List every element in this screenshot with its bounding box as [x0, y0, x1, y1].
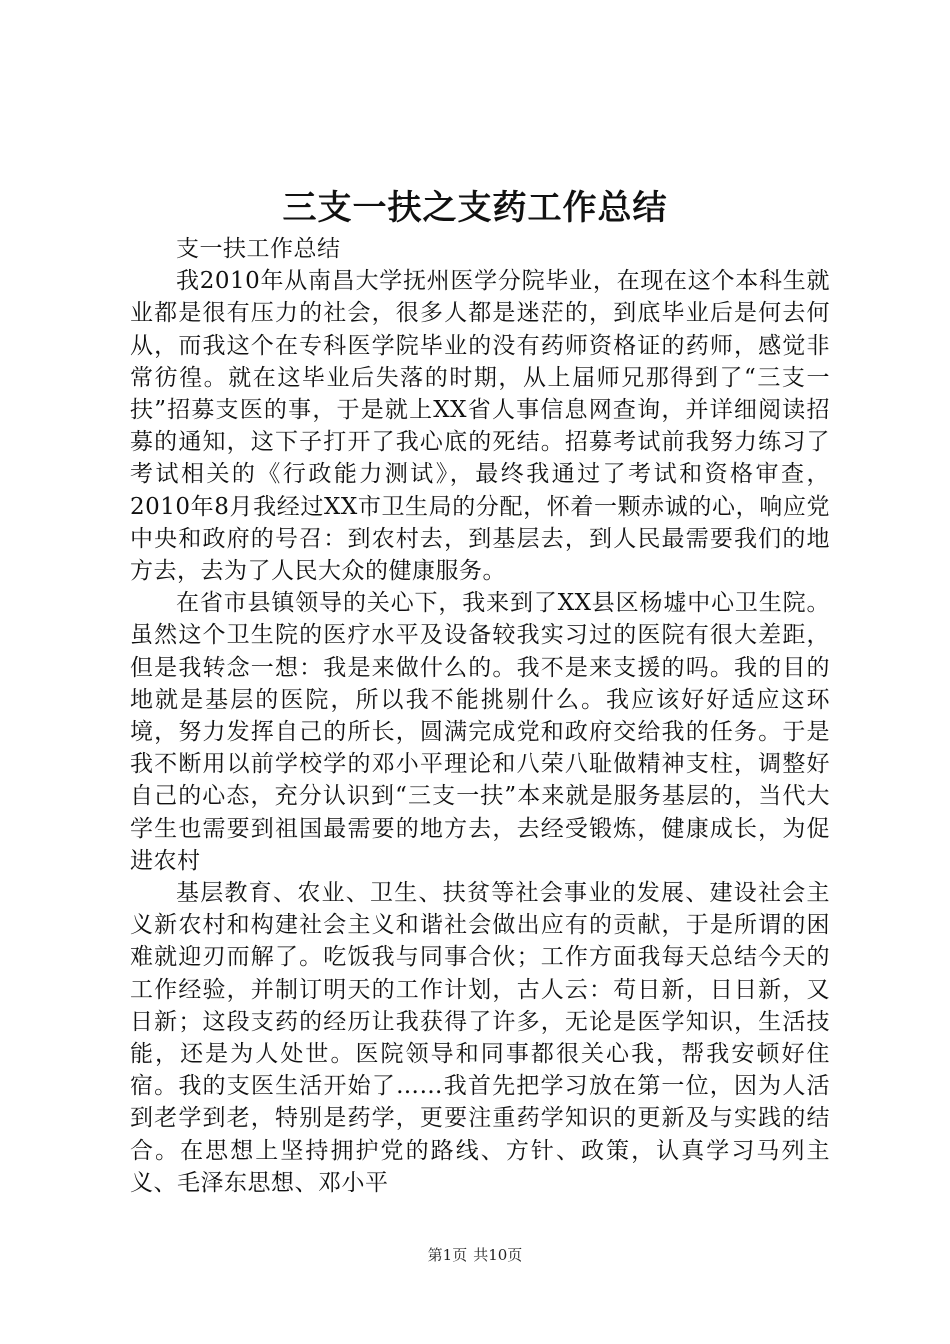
document-body [130, 233, 830, 1199]
page-footer [0, 1245, 950, 1265]
body-paragraph: 基层教育、农业、卫生、扶贫等社会事业的发展、建设社会主义新农村和构建社会主义和谐社会做出应有的贡献，于是所谓的困难就迎刃而解了。吃饭我与同事合伙；工作方面我每天总结今天的工作经验，并制订明天的工作计划，古人云：苟日新，日日新，又日新；这段支药的经历让我获得了许多，无论是医学知识，生活技能，还是为人处世。医院领导和同事都很关心我，帮我安顿好住宿。我的支医生活开始了……我首先把学习放在第一位，因为人活到老学到老，特别是药学，更要注重药学知识的更新及与实践的结合。在思想上坚持拥护党的路线、方针、政策，认真学习马列主义、毛泽东思想、邓小平 [130, 880, 830, 1196]
body-paragraph: 我2010年从南昌大学抚州医学分院毕业，在现在这个本科生就业都是很有压力的社会，很多人都是迷茫的，到底毕业后是何去何从，而我这个在专科医学院毕业的没有药师资格证的药师，感觉非常彷徨。就在这毕业后失落的时期，从上届师兄那得到了“三支一扶”招募支医的事，于是就上XX省人事信息网查询，并详细阅读招募的通知，这下子打开了我心底的死结。招募考试前我努力练习了考试相关的《行政能力测试》，最终我通过了考试和资格审查，2010年8月我经过XX市卫生局的分配，怀着一颗赤诚的心，响应党中央和政府的号召：到农村去，到基层去，到人民最需要我们的地方去，去为了人民大众的健康服务。 [130, 268, 830, 585]
subtitle-paragraph: 支一扶工作总结 [176, 236, 341, 262]
page-number: 第1页 [427, 1246, 468, 1264]
body-paragraph: 在省市县镇领导的关心下，我来到了XX县区杨墟中心卫生院。虽然这个卫生院的医疗水平及设备较我实习过的医院有很大差距，但是我转念一想：我是来做什么的。我不是来支援的吗。我的目的地就是基层的医院，所以我不能挑剔什么。我应该好好适应这环境，努力发挥自己的所长，圆满完成党和政府交给我的任务。于是我不断用以前学校学的邓小平理论和八荣八耻做精神支柱，调整好自己的心态，充分认识到“三支一扶”本来就是服务基层的，当代大学生也需要到祖国最需要的地方去，去经受锻炼，健康成长，为促进农村 [130, 590, 830, 874]
document-title: 三支一扶之支药工作总结 [282, 188, 668, 228]
page-total: 共10页 [473, 1246, 523, 1264]
